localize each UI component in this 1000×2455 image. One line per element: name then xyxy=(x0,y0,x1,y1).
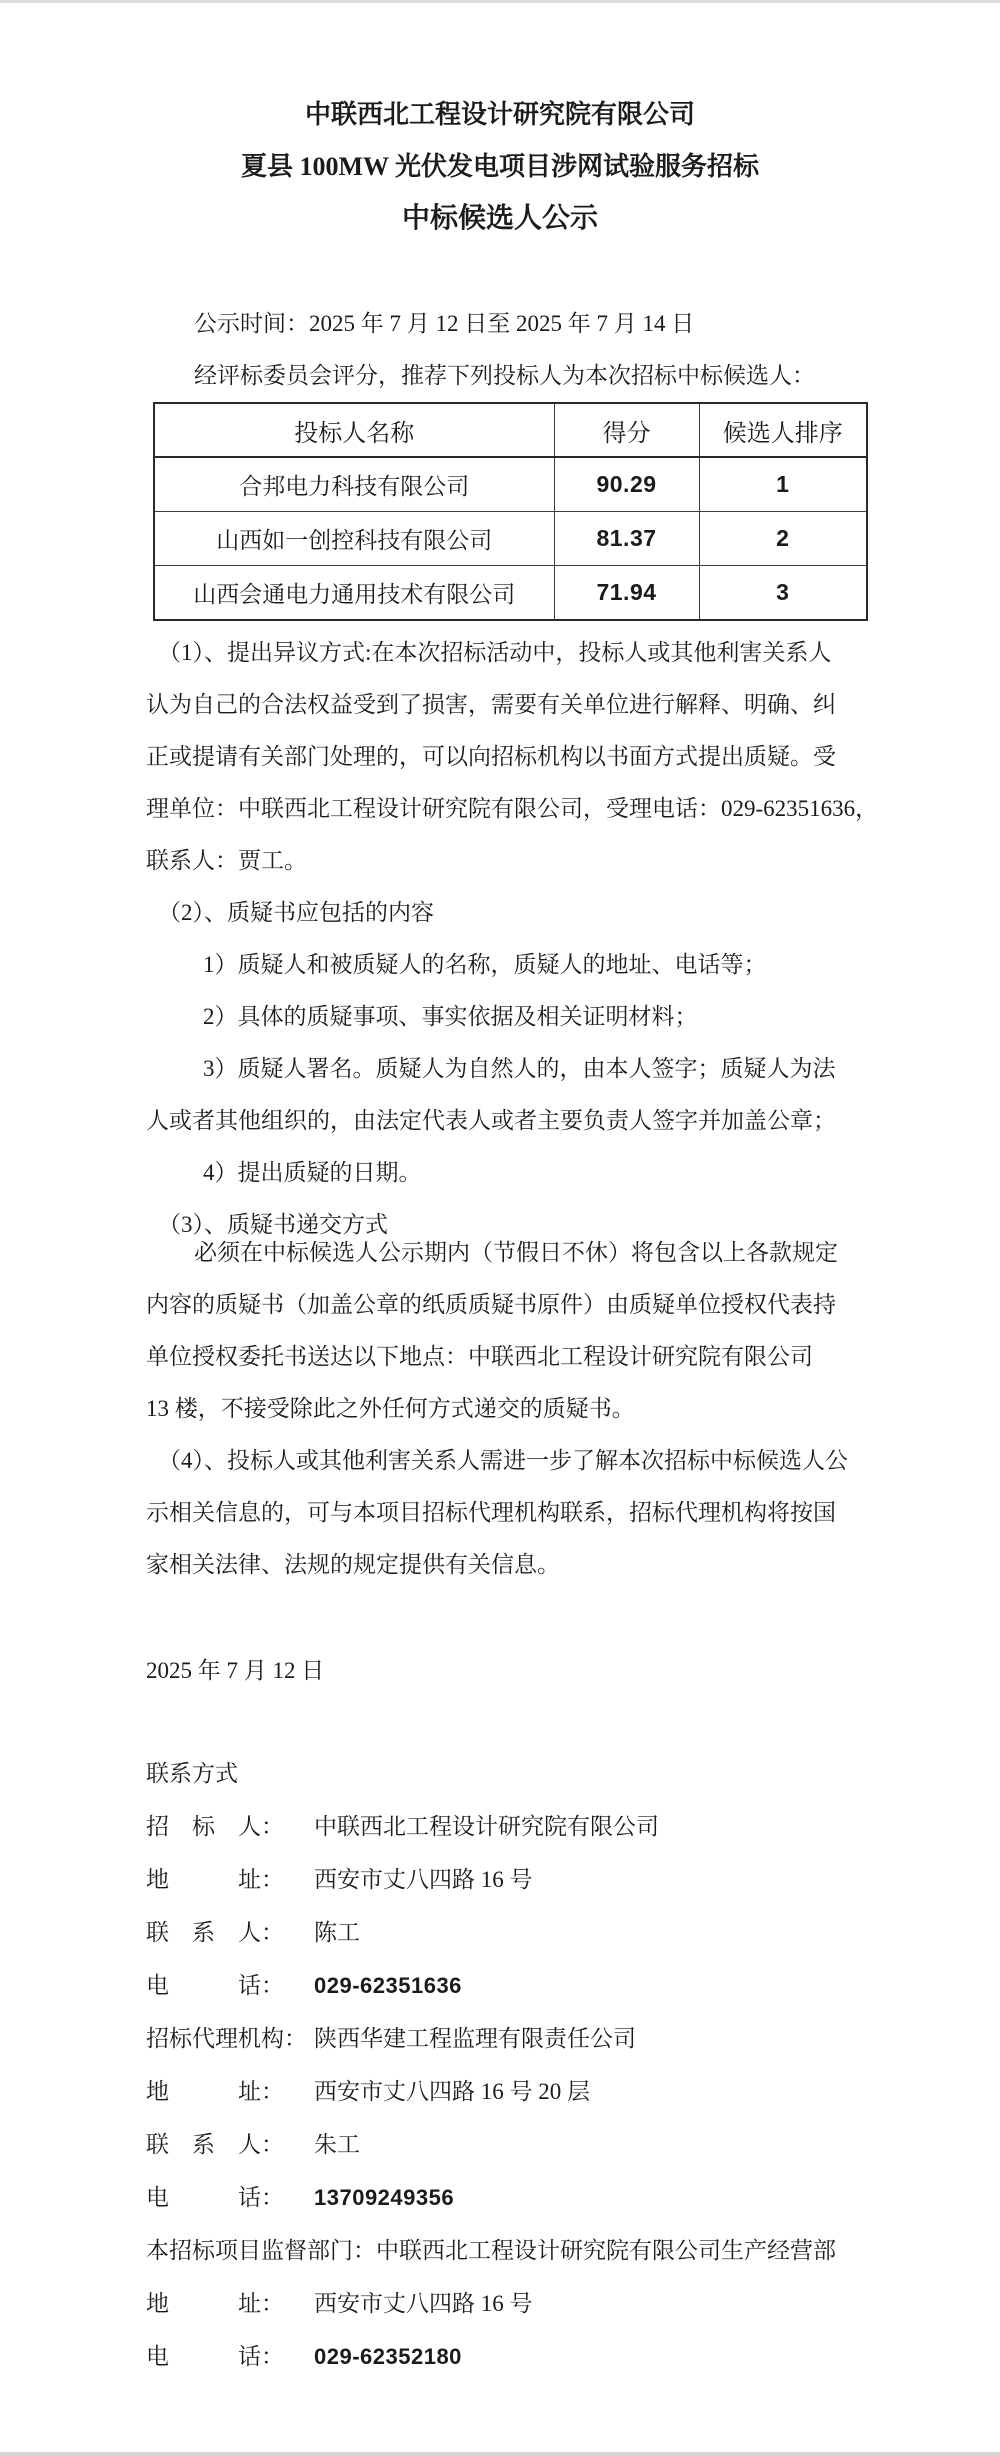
contact-phone-value: 13709249356 xyxy=(314,2185,455,2210)
contact-label: 地 址： xyxy=(146,1867,284,1892)
rank-cell: 3 xyxy=(699,566,867,621)
paragraph-line: 示相关信息的，可与本项目招标代理机构联系，招标代理机构将按国 xyxy=(146,1500,836,1525)
table-row xyxy=(154,457,867,512)
list-item: 3）质疑人署名。质疑人为自然人的，由本人签字；质疑人为法 xyxy=(203,1056,836,1081)
paragraph-line: 家相关法律、法规的规定提供有关信息。 xyxy=(146,1552,560,1577)
contact-label: 本招标项目监督部门： xyxy=(146,2238,376,2263)
rank-cell: 1 xyxy=(699,457,867,512)
contact-entry xyxy=(146,2012,854,2065)
contact-value: 朱工 xyxy=(314,2132,360,2157)
intro-block xyxy=(146,298,854,402)
publicity-period-line: 公示时间：2025 年 7 月 12 日至 2025 年 7 月 14 日 xyxy=(194,311,695,336)
score-cell: 90.29 xyxy=(554,457,699,512)
contact-label: 招 标 人： xyxy=(146,1814,284,1839)
section-heading-quiz-content: （2）、质疑书应包括的内容 xyxy=(158,900,434,925)
recommendation-line: 经评标委员会评分，推荐下列投标人为本次招标中标候选人： xyxy=(194,363,815,388)
bidder-name-cell: 山西如一创控科技有限公司 xyxy=(154,512,554,566)
paragraph-line: 单位授权委托书送达以下地点：中联西北工程设计研究院有限公司 xyxy=(146,1344,813,1369)
paragraph-line: 必须在中标候选人公示期内（节假日不休）将包含以上各款规定 xyxy=(194,1240,838,1265)
score-cell: 81.37 xyxy=(554,512,699,566)
body-text xyxy=(146,627,879,2383)
table-header-row xyxy=(154,403,867,457)
page-title: 中标候选人公示 xyxy=(401,203,598,234)
table-row xyxy=(154,512,867,566)
contact-entry xyxy=(146,1906,854,1959)
list-item: 4）提出质疑的日期。 xyxy=(203,1160,422,1185)
table-row xyxy=(154,566,867,621)
contact-value: 西安市丈八四路 16 号 20 层 xyxy=(314,2079,590,2104)
contact-entry xyxy=(146,1800,854,1853)
list-item: 2）具体的质疑事项、事实依据及相关证明材料； xyxy=(203,1004,698,1029)
section-heading-submission: （3）、质疑书递交方式 xyxy=(158,1212,388,1237)
contact-value: 西安市丈八四路 16 号 xyxy=(314,1867,533,1892)
project-name-title: 夏县 100MW 光伏发电项目涉网试验服务招标 xyxy=(240,152,760,181)
paragraph-line: 认为自己的合法权益受到了损害，需要有关单位进行解释、明确、纠 xyxy=(146,692,836,717)
contact-value: 陈工 xyxy=(314,1920,360,1945)
rank-cell: 2 xyxy=(699,512,867,566)
contact-entry xyxy=(146,2065,854,2118)
contact-entry xyxy=(146,2171,854,2224)
paragraph-line: 联系人：贾工。 xyxy=(146,848,307,873)
col-header-bidder: 投标人名称 xyxy=(154,403,554,457)
contact-entry xyxy=(146,2224,854,2277)
contact-value: 中联西北工程设计研究院有限公司生产经营部 xyxy=(376,2238,836,2263)
bidder-name-cell: 合邦电力科技有限公司 xyxy=(154,457,554,512)
contact-entry xyxy=(146,2118,854,2171)
title-block xyxy=(146,3,854,245)
score-cell: 71.94 xyxy=(554,566,699,621)
contact-phone-value: 029-62351636 xyxy=(314,1973,462,1998)
contact-entry xyxy=(146,2277,854,2330)
contact-label: 联 系 人： xyxy=(146,2132,284,2157)
page-content xyxy=(0,3,1000,2383)
paragraph-line: 内容的质疑书（加盖公章的纸质质疑书原件）由质疑单位授权代表持 xyxy=(146,1292,836,1317)
contact-entry xyxy=(146,1853,854,1906)
paragraph-line: 13 楼，不接受除此之外任何方式递交的质疑书。 xyxy=(146,1396,635,1421)
contact-section xyxy=(146,1747,854,2383)
candidates-table xyxy=(153,402,868,621)
contact-label: 联 系 人： xyxy=(146,1920,284,1945)
col-header-score: 得分 xyxy=(554,403,699,457)
contact-label: 电 话： xyxy=(146,2344,284,2369)
contact-section-title: 联系方式 xyxy=(146,1761,238,1786)
announcement-date: 2025 年 7 月 12 日 xyxy=(146,1658,325,1683)
list-item-continuation: 人或者其他组织的，由法定代表人或者主要负责人签字并加盖公章； xyxy=(146,1108,836,1133)
contact-entry xyxy=(146,1959,854,2012)
contact-label: 电 话： xyxy=(146,2185,284,2210)
contact-label: 招标代理机构： xyxy=(146,2026,307,2051)
col-header-rank: 候选人排序 xyxy=(699,403,867,457)
contact-value: 西安市丈八四路 16 号 xyxy=(314,2291,533,2316)
list-item: 1）质疑人和被质疑人的名称，质疑人的地址、电话等； xyxy=(203,952,767,977)
contact-value: 陕西华建工程监理有限责任公司 xyxy=(314,2026,636,2051)
paragraph-line: 正或提请有关部门处理的，可以向招标机构以书面方式提出质疑。受 xyxy=(146,744,836,769)
tenderer-name-title: 中联西北工程设计研究院有限公司 xyxy=(304,100,695,129)
contact-label: 电 话： xyxy=(146,1973,284,1998)
paragraph-line: 理单位：中联西北工程设计研究院有限公司，受理电话：029-62351636， xyxy=(146,796,879,821)
contact-entry xyxy=(146,2330,854,2383)
bidder-name-cell: 山西会通电力通用技术有限公司 xyxy=(154,566,554,621)
contact-value: 中联西北工程设计研究院有限公司 xyxy=(314,1814,659,1839)
contact-phone-value: 029-62352180 xyxy=(314,2344,462,2369)
contact-label: 地 址： xyxy=(146,2079,284,2104)
section-heading-objection: （1）、提出异议方式:在本次招标活动中，投标人或其他利害关系人 xyxy=(158,640,832,665)
contact-label: 地 址： xyxy=(146,2291,284,2316)
section-heading-further-info: （4）、投标人或其他利害关系人需进一步了解本次招标中标候选人公 xyxy=(158,1448,848,1473)
